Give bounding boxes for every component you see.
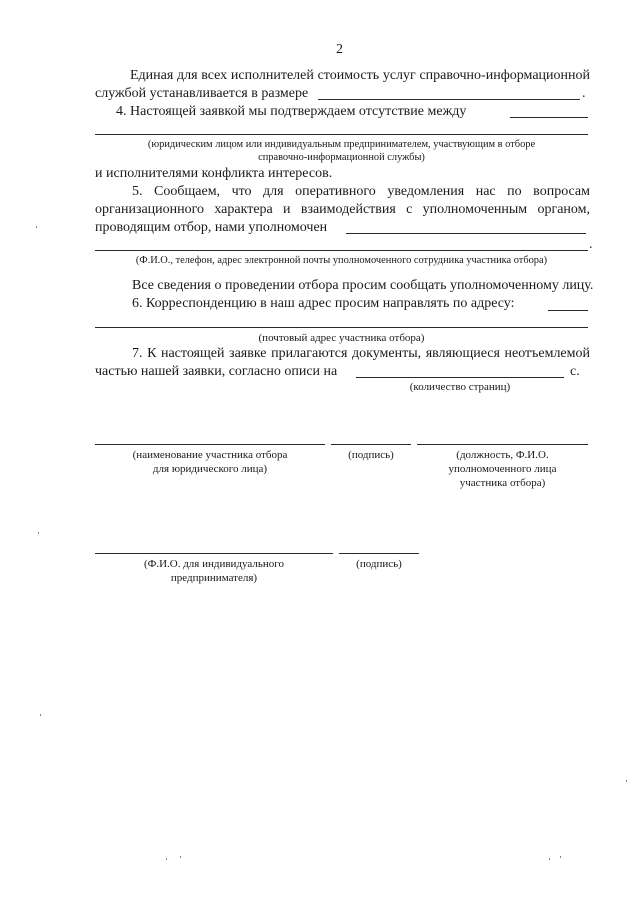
para-cost-line1: Единая для всех исполнителей стоимость услуг справочно-информационной bbox=[130, 68, 590, 83]
scan-speck bbox=[38, 532, 39, 534]
sign-legal-position-caption-1: (должность, Ф.И.О. bbox=[456, 449, 549, 461]
scan-speck bbox=[36, 226, 37, 228]
sign-legal-name-caption-1: (наименование участника отбора bbox=[132, 449, 288, 461]
para7-blank-pages bbox=[356, 377, 564, 378]
para6-caption: (почтовый адрес участника отбора) bbox=[258, 332, 425, 344]
para4-caption-line2: справочно-информационной службы) bbox=[258, 152, 425, 163]
para6-line1: 6. Корреспонденцию в наш адрес просим направлять по адресу: bbox=[132, 296, 515, 311]
para7-caption: (количество страниц) bbox=[409, 381, 511, 393]
scan-speck bbox=[560, 856, 561, 858]
para5-end: . bbox=[589, 237, 593, 252]
sign-individual-name-line bbox=[95, 553, 333, 554]
sign-individual-signature-line bbox=[339, 553, 419, 554]
scan-speck bbox=[549, 858, 550, 860]
sign-legal-position-line bbox=[417, 444, 588, 445]
para-info: Все сведения о проведении отбора просим сообщать уполномоченному лицу. bbox=[132, 278, 594, 293]
para4-line1: 4. Настоящей заявкой мы подтверждаем отсутствие между bbox=[116, 104, 467, 119]
sign-individual-name-caption-2: предпринимателя) bbox=[170, 572, 258, 584]
sign-individual-name-caption-1: (Ф.И.О. для индивидуального bbox=[143, 558, 285, 570]
sign-legal-position-caption-2: уполномоченного лица bbox=[448, 463, 557, 475]
para5-caption: (Ф.И.О., телефон, адрес электронной почты уполномоченного сотрудника участника отбора) bbox=[135, 255, 548, 266]
para5-line2: организационного характера и взаимодействия с уполномоченным органом, bbox=[95, 202, 590, 217]
sign-legal-signature-caption: (подпись) bbox=[348, 449, 394, 461]
para4-line-after: и исполнителями конфликта интересов. bbox=[95, 166, 333, 181]
para6-blank-full bbox=[95, 327, 588, 328]
sign-individual-signature-caption: (подпись) bbox=[356, 558, 402, 570]
para-cost-line2: службой устанавливается в размере bbox=[95, 86, 309, 101]
sign-legal-name-caption-2: для юридического лица) bbox=[152, 463, 268, 475]
para5-blank-short bbox=[346, 233, 586, 234]
para6-blank-short bbox=[548, 310, 588, 311]
scan-speck bbox=[40, 714, 41, 716]
scan-speck bbox=[626, 780, 627, 782]
para-cost-end: . bbox=[582, 86, 586, 101]
para5-line3: проводящим отбор, нами уполномочен bbox=[95, 220, 328, 235]
para7-line2: частью нашей заявки, согласно описи на bbox=[95, 364, 338, 379]
para7-end: с. bbox=[570, 364, 580, 379]
para4-blank-full bbox=[95, 134, 588, 135]
para4-blank-short bbox=[510, 117, 588, 118]
scan-speck bbox=[166, 858, 167, 860]
sign-legal-position-caption-3: участника отбора) bbox=[459, 477, 546, 489]
para7-line1: 7. К настоящей заявке прилагаются документы, являющиеся неотъемлемой bbox=[132, 346, 590, 361]
page-number: 2 bbox=[336, 42, 343, 57]
para5-line1: 5. Сообщаем, что для оперативного уведомления нас по вопросам bbox=[132, 184, 590, 199]
para5-blank-full bbox=[95, 250, 588, 251]
cost-blank-line bbox=[318, 99, 580, 100]
sign-legal-name-line bbox=[95, 444, 325, 445]
para4-caption-line1: (юридическим лицом или индивидуальным предпринимателем, участвующим в отборе bbox=[147, 139, 536, 150]
sign-legal-signature-line bbox=[331, 444, 411, 445]
scan-speck bbox=[180, 856, 181, 858]
